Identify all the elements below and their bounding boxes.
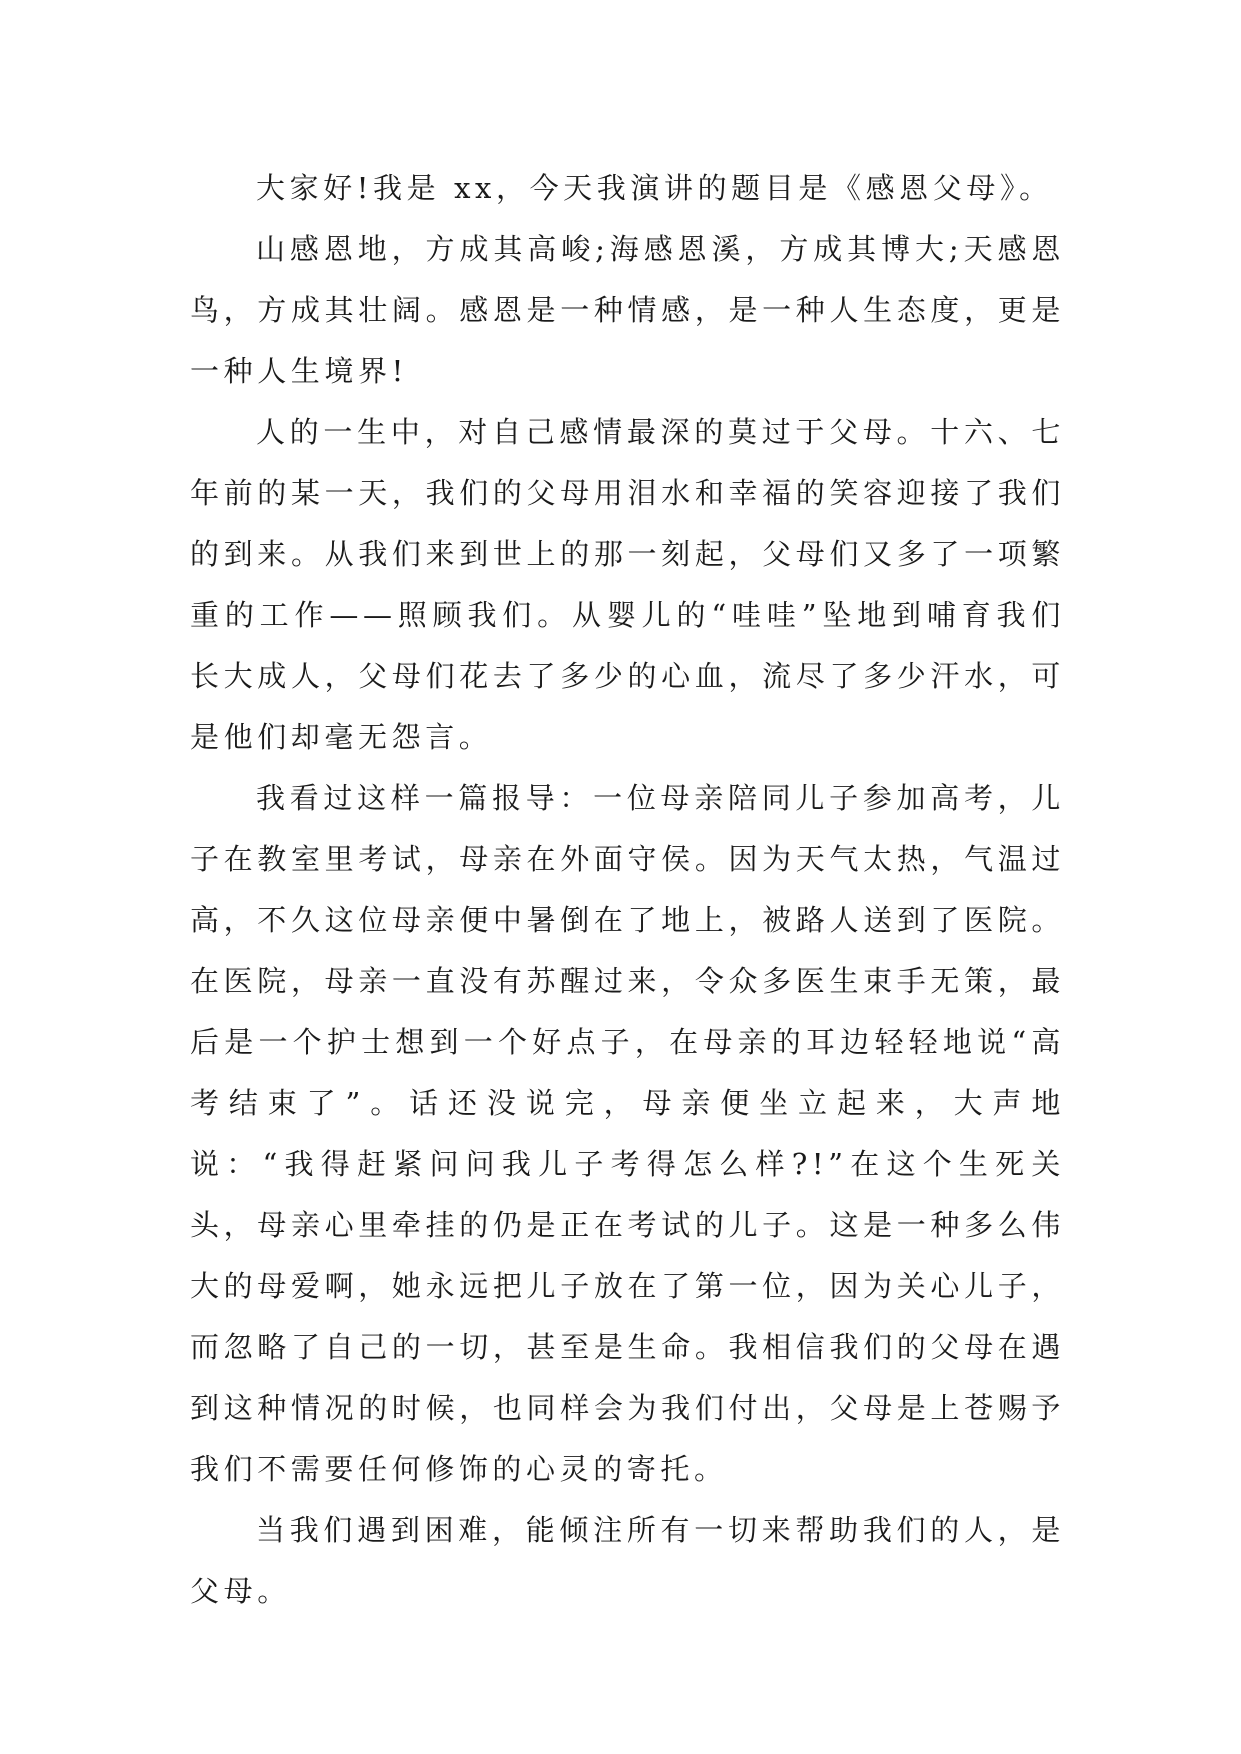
paragraph-parents-love: 人的一生中，对自己感情最深的莫过于父母。十六、七年前的某一天，我们的父母用泪水和幸福的笑容迎接了我们的到来。从我们来到世上的那一刻起，父母们又多了一项繁重的工作——照顾我们。从婴儿的“哇哇”坠地到哺育我们长大成人，父母们花去了多少的心血，流尽了多少汗水，可是他们却毫无怨言。	[190, 415, 1065, 754]
paragraph-mother-story: 我看过这样一篇报导：一位母亲陪同儿子参加高考，儿子在教室里考试，母亲在外面守侯。因为天气太热，气温过高，不久这位母亲便中暑倒在了地上，被路人送到了医院。在医院，母亲一直没有苏醒过来，令众多医生束手无策，最后是一个护士想到一个好点子，在母亲的耳边轻轻地说“高考结束了”。话还没说完，母亲便坐立起来，大声地说：“我得赶紧问问我儿子考得怎么样?!”在这个生死关头，母亲心里牵挂的仍是正在考试的儿子。这是一种多么伟大的母爱啊，她永远把儿子放在了第一位，因为关心儿子，而忽略了自己的一切，甚至是生命。我相信我们的父母在遇到这种情况的时候，也同样会为我们付出，父母是上苍赐予我们不需要任何修饰的心灵的寄托。	[190, 781, 1065, 1486]
document-body	[190, 158, 1065, 1622]
paragraph-gratitude-nature: 山感恩地，方成其高峻;海感恩溪，方成其博大;天感恩鸟，方成其壮阔。感恩是一种情感，是一种人生态度，更是一种人生境界!	[190, 232, 1065, 388]
paragraph-greeting: 大家好!我是 xx，今天我演讲的题目是《感恩父母》。	[256, 171, 1053, 205]
paragraph-conclusion: 当我们遇到困难，能倾注所有一切来帮助我们的人，是父母。	[190, 1513, 1065, 1608]
